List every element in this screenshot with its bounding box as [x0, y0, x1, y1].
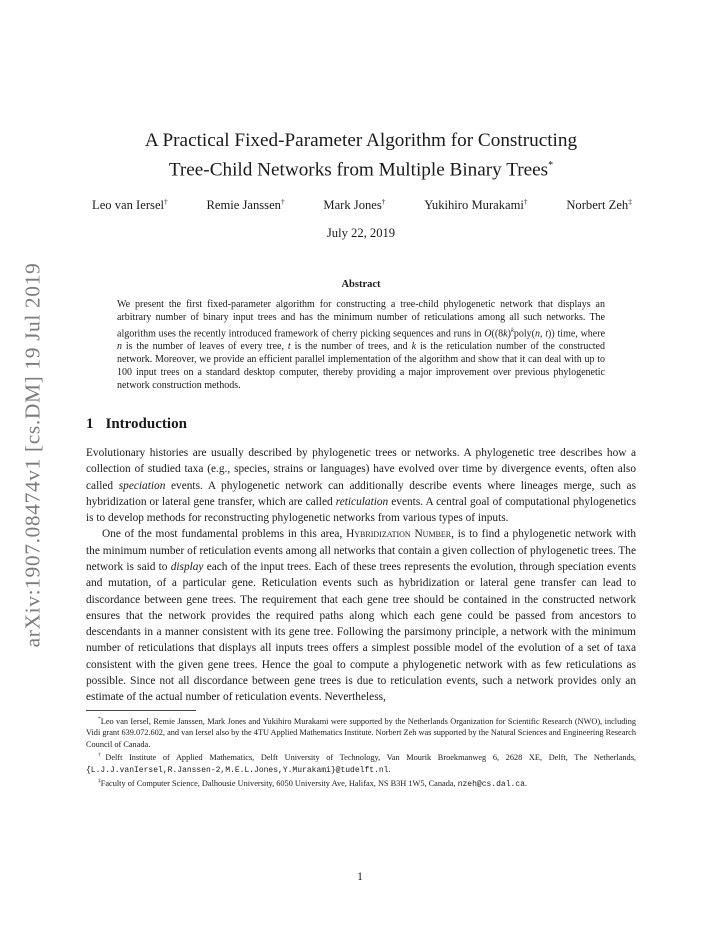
author: Norbert Zeh‡: [566, 197, 632, 213]
paper-date: July 22, 2019: [326, 225, 396, 240]
author: Mark Jones†: [323, 197, 386, 213]
abstract-heading: Abstract: [341, 278, 381, 290]
paragraph: Evolutionary histories are usually described by phylogenetic trees or networks. A phylogenetic tree describes how a collection of studied taxa (e.g., species, strains or languages) have evolved over time by divergence events, often also called speciation events. A phylogenetic network can additionally describe events where lineages merge, such as hybridization or lateral gene transfer, which are called reticulation events. A central goal of computational phylogenetics is to develop methods for reconstructing phylogenetic networks from various types of inputs.: [86, 446, 637, 525]
section-heading-introduction: 1 Introduction: [86, 415, 187, 432]
title-footnote-mark: *: [548, 160, 554, 171]
author: Leo van Iersel†: [92, 197, 168, 213]
email-address: {L.J.J.vanIersel,R.Janssen-2,M.E.L.Jones,Y.Murakami}@tudelft.nl: [86, 765, 389, 775]
abstract-text: We present the first fixed-parameter algorithm for constructing a tree-child phylogenetic network that displays an arbitrary number of binary input trees and has the minimum number of reticulations among all such networks. The algorithm uses the recently introduced framework of cherry picking sequences and runs in $O((8k)^kpoly(n$, t)) time, where n is the number of leaves of every tree, t is the number of trees, and k is the reticulation number of the constructed network. Moreover, we provide an efficient parallel implementation of the algorithm and show that it can deal with up to 100 input trees on a standard desktop computer, thereby providing a major improvement over previous phylogenetic network construction methods.: [117, 298, 606, 391]
section-body: [86, 445, 636, 706]
footnote-rule: [86, 710, 196, 711]
page-number: 1: [357, 871, 363, 883]
footnote: *Leo van Iersel, Remie Janssen, Mark Jones and Yukihiro Murakami were supported by the Netherlands Organization for Scientific Research (NWO), including Vidi grant 639.072.602, and van Iersel also by the 4TU Applied Mathematics Institute. Norbert Zeh was supported by the Natural Sciences and Engineering Research Council of Canada.: [86, 715, 636, 749]
email-address: nzeh@cs.dal.ca: [457, 779, 525, 789]
footnotes: [86, 714, 636, 791]
author-list: [92, 197, 632, 213]
arxiv-identifier: arXiv:1907.08474v1 [cs.DM] 19 Jul 2019: [20, 262, 45, 648]
arxiv-sidebar: [16, 250, 50, 660]
footnote: ‡Faculty of Computer Science, Dalhousie University, 6050 University Ave, Halifax, NS B3H 1W5, Canada, nzeh@cs.dal.ca.: [98, 778, 527, 789]
title-line-2: Tree-Child Networks from Multiple Binary Trees: [168, 159, 549, 181]
paper-title: [86, 128, 636, 182]
paragraph: One of the most fundamental problems in this area, Hybridization Number, is to find a phylogenetic network with the minimum number of reticulation events among all networks that contain a given collection of phylogenetic trees. The network is said to display each of the input trees. Each of these trees represents the evolution, through speciation events and mutation, of a particular gene. Reticulation events such as hybridization or lateral gene transfer can lead to discordance between gene trees. The requirement that each gene tree should be contained in the constructed network ensures that the network provides the required paths along which each gene could be passed from ancestors to descendants in a manner consistent with its gene tree. Following the parsimony principle, a network with the minimum number of reticulations that displays all inputs trees offers a simplest possible model of the evolution of a set of taxa consistent with the given gene trees. Hence the goal to compute a phylogenetic network with as few reticulations as possible. Since not all discordance between gene trees is due to reticulation events, such a network provides only an estimate of the actual number of reticulation events. Nevertheless,: [86, 528, 636, 704]
title-line-1: A Practical Fixed-Parameter Algorithm for Constructing: [144, 130, 578, 151]
footnote: †Delft Institute of Applied Mathematics, Delft University of Technology, Van Mourik Broekmanweg 6, 2628 XE, Delft, The Netherlands, {L.J.J.vanIersel,R.Janssen-2,M.E.L.Jones,Y.Murakami}@tudelft.nl.: [86, 752, 637, 775]
author: Remie Janssen†: [206, 197, 285, 213]
paper-page: [86, 128, 636, 791]
author: Yukihiro Murakami†: [424, 197, 528, 213]
